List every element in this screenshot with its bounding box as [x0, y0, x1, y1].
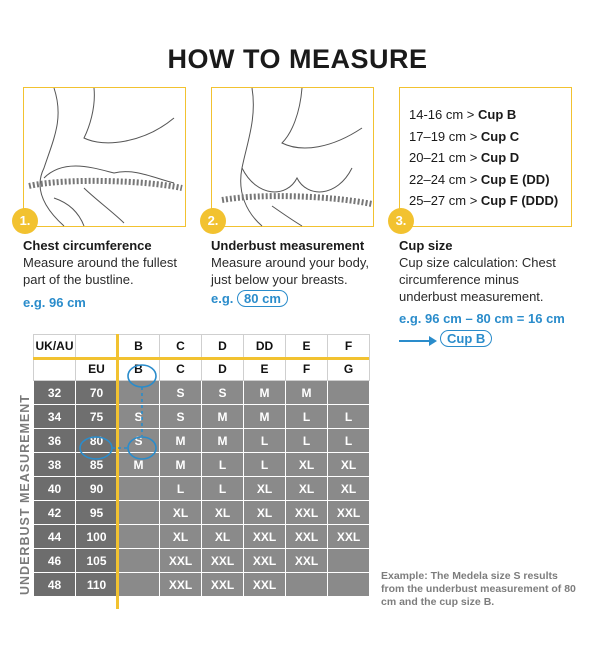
size-cell: XL — [160, 501, 202, 525]
eu-size-cell: 80 — [76, 429, 118, 453]
size-cell: XL — [202, 525, 244, 549]
cup-list-item: 22–24 cm > Cup E (DD) — [409, 171, 550, 187]
size-cell — [118, 549, 160, 573]
table-header-cell: G — [328, 358, 370, 381]
size-cell: XXL — [286, 525, 328, 549]
size-cell: M — [118, 453, 160, 477]
size-cell — [118, 477, 160, 501]
size-cell: XXL — [160, 549, 202, 573]
uk-size-cell: 40 — [34, 477, 76, 501]
arrow-right-icon — [399, 335, 439, 347]
table-header-cell: C — [160, 358, 202, 381]
size-cell: M — [160, 429, 202, 453]
illustration-chest-frame — [23, 87, 186, 227]
step-1-text: Measure around the fullest part of the bustline. — [23, 255, 177, 287]
size-cell: XL — [244, 477, 286, 501]
table-row — [34, 549, 370, 573]
size-cell — [328, 549, 370, 573]
step-2-badge: 2. — [200, 208, 226, 234]
size-cell: XL — [244, 501, 286, 525]
size-cell: XXL — [202, 573, 244, 597]
size-cell: S — [118, 405, 160, 429]
table-header-cell: B — [118, 358, 160, 381]
size-cell: M — [160, 453, 202, 477]
table-header-cell: EU — [76, 358, 118, 381]
uk-size-cell: 44 — [34, 525, 76, 549]
size-cell: L — [202, 453, 244, 477]
uk-size-cell: 46 — [34, 549, 76, 573]
cup-list-item: 17–19 cm > Cup C — [409, 128, 520, 144]
size-cell: XL — [286, 453, 328, 477]
step-3-text: Cup size calculation: Chest circumference minus underbust measurement. — [399, 255, 556, 304]
table-header-cell: DD — [244, 335, 286, 358]
size-cell: S — [160, 381, 202, 405]
illustration-underbust-frame — [211, 87, 374, 227]
size-cell: S — [202, 381, 244, 405]
step-3-example: e.g. 96 cm – 80 cm = 16 cm — [399, 311, 565, 326]
underbust-illustration — [212, 88, 375, 228]
size-cell: L — [286, 429, 328, 453]
table-header-cell: E — [286, 335, 328, 358]
size-cell: XXL — [244, 525, 286, 549]
eu-size-cell: 110 — [76, 573, 118, 597]
size-cell: S — [118, 429, 160, 453]
uk-size-cell: 38 — [34, 453, 76, 477]
uk-size-cell: 48 — [34, 573, 76, 597]
size-cell: L — [244, 429, 286, 453]
eu-size-cell: 100 — [76, 525, 118, 549]
size-cell: XL — [328, 477, 370, 501]
size-cell: XXL — [160, 573, 202, 597]
eu-size-cell: 95 — [76, 501, 118, 525]
table-header-cell — [76, 335, 118, 358]
size-cell — [286, 573, 328, 597]
step-3-badge: 3. — [388, 208, 414, 234]
eu-size-cell: 105 — [76, 549, 118, 573]
page-title: HOW TO MEASURE — [167, 44, 428, 74]
size-cell: S — [160, 405, 202, 429]
size-cell: L — [202, 477, 244, 501]
table-header-cell: F — [328, 335, 370, 358]
size-cell: L — [160, 477, 202, 501]
size-cell: M — [244, 405, 286, 429]
eu-size-cell: 70 — [76, 381, 118, 405]
cup-list-item: 20–21 cm > Cup D — [409, 150, 520, 165]
size-cell: M — [286, 381, 328, 405]
cup-list-item: 14-16 cm > Cup B — [409, 107, 517, 122]
eu-size-cell: 85 — [76, 453, 118, 477]
size-cell: XL — [202, 501, 244, 525]
size-cell: XXL — [244, 549, 286, 573]
size-cell: L — [286, 405, 328, 429]
table-header-cell: D — [202, 358, 244, 381]
size-cell: XXL — [244, 573, 286, 597]
size-cell: XXL — [328, 501, 370, 525]
uk-size-cell: 32 — [34, 381, 76, 405]
table-header-cell: UK/AU — [34, 335, 76, 358]
cup-result-pill: Cup B — [440, 330, 492, 347]
eu-size-cell: 75 — [76, 405, 118, 429]
size-cell — [328, 381, 370, 405]
step-3-heading: Cup size — [399, 238, 453, 253]
size-cell: L — [244, 453, 286, 477]
table-header-uk — [34, 335, 370, 358]
table-header-cell: C — [160, 335, 202, 358]
step-1-example: e.g. 96 cm — [23, 295, 86, 310]
size-cell: M — [202, 405, 244, 429]
size-cell — [118, 573, 160, 597]
size-cell — [118, 525, 160, 549]
underbust-axis-label: UNDERBUST MEASUREMENT — [18, 394, 32, 595]
example-highlight — [78, 360, 168, 460]
example-note: Example: The Medela size S results from the underbust measurement of 80 cm and the cup size B. — [381, 570, 576, 608]
uk-size-cell: 36 — [34, 429, 76, 453]
eu-size-cell: 90 — [76, 477, 118, 501]
size-cell: XL — [160, 525, 202, 549]
step-2-text: Measure around your body, just below your breasts. — [211, 255, 370, 287]
cup-list-item: 25–27 cm > Cup F (DDD) — [409, 193, 559, 208]
size-cell: XL — [328, 453, 370, 477]
step-1-heading: Chest circumference — [23, 238, 152, 253]
size-cell: L — [328, 405, 370, 429]
size-cell: XXL — [202, 549, 244, 573]
chest-illustration — [24, 88, 187, 228]
size-cell: XXL — [286, 501, 328, 525]
table-row — [34, 573, 370, 597]
size-cell: XXL — [286, 549, 328, 573]
step-1-badge: 1. — [12, 208, 38, 234]
size-cell: M — [244, 381, 286, 405]
table-header-cell: B — [118, 335, 160, 358]
underbust-example-pill: 80 cm — [237, 290, 288, 307]
step-2-heading: Underbust measurement — [211, 238, 365, 253]
table-header-cell: F — [286, 358, 328, 381]
uk-size-cell: 42 — [34, 501, 76, 525]
uk-size-cell: 34 — [34, 405, 76, 429]
size-cell: L — [328, 429, 370, 453]
cup-result — [440, 330, 492, 347]
size-cell — [118, 501, 160, 525]
table-row — [34, 525, 370, 549]
size-cell: M — [202, 429, 244, 453]
size-cell — [328, 573, 370, 597]
table-row — [34, 501, 370, 525]
table-header-cell — [34, 358, 76, 381]
table-header-cell: E — [244, 358, 286, 381]
cup-size-list — [409, 104, 558, 212]
table-row — [34, 477, 370, 501]
step-2-example: e.g. 80 cm — [211, 290, 288, 307]
size-cell: XL — [286, 477, 328, 501]
size-cell: XXL — [328, 525, 370, 549]
table-header-cell: D — [202, 335, 244, 358]
